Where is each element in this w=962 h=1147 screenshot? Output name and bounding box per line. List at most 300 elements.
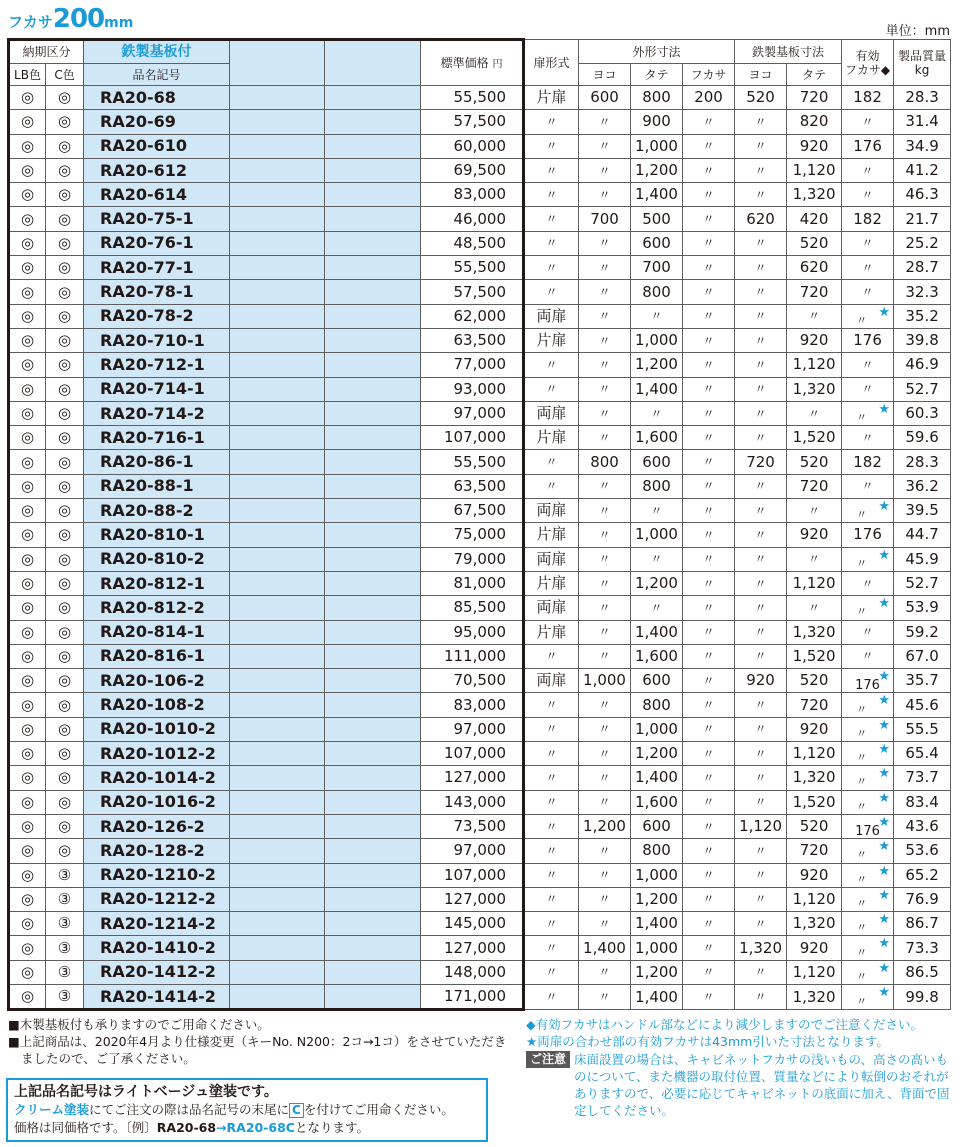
cell-weight: 31.4 [894,110,951,134]
cell-price: 57,500 [421,110,524,134]
cell-price: 63,500 [421,474,524,498]
cell-tate: 1,000 [631,523,683,547]
cell-tate: 500 [631,207,683,231]
example-code: RA20-68 [156,1120,217,1135]
cell-tate: 1,600 [631,426,683,450]
cell-tate: 1,000 [631,863,683,887]
cell-door: 〃 [524,960,579,984]
cell-price: 97,000 [421,717,524,741]
star-icon: ★ [878,936,891,952]
cell-base-yoko: 〃 [735,912,787,936]
cell-eff: $_〃$ ★ [842,693,894,717]
col-price: 標準価格 円 [421,40,524,86]
cell-lb: ◎ [9,134,46,158]
cell-eff: $_〃$ ★ [842,717,894,741]
cell-price: 81,000 [421,571,524,595]
cell-tate: 〃 [631,304,683,328]
cell-c: ◎ [46,523,84,547]
cell-yoko: 〃 [579,377,631,401]
cell-weight: 76.9 [894,887,951,911]
cell-weight: 65.4 [894,742,951,766]
cell-lb: ◎ [9,304,46,328]
cell-lb: ◎ [9,596,46,620]
cell-price: 171,000 [421,984,524,1009]
cell-base-tate: 620 [787,256,842,280]
cell-yoko: 1,000 [579,669,631,693]
table-row [9,620,951,644]
cell-blank-1 [230,936,325,960]
col-outer: 外形寸法 [579,40,735,64]
cell-base-yoko: 〃 [735,790,787,814]
cell-base-yoko: 〃 [735,766,787,790]
cell-lb: ◎ [9,717,46,741]
cell-c: ◎ [46,110,84,134]
cell-c: ③ [46,887,84,911]
cell-blank-2 [325,766,421,790]
cell-price: 77,000 [421,353,524,377]
cell-door: 〃 [524,644,579,668]
paint-note-line3: 価格は同価格です。〔例〕RA20-68→RA20-68Cとなります。 [14,1120,369,1135]
cell-eff: 〃 [842,353,894,377]
cell-yoko: 〃 [579,887,631,911]
cell-eff: $_〃$ ★ [842,547,894,571]
cell-tate: 1,400 [631,620,683,644]
note-spec-change: ■上記商品は、2020年4月より仕様変更（キーNo. N200：2コ→1コ）をさせていただき [8,1034,507,1049]
cell-weight: 59.2 [894,620,951,644]
cell-lb: ◎ [9,86,46,110]
cell-c: ◎ [46,256,84,280]
cell-lb: ◎ [9,669,46,693]
cell-yoko: 〃 [579,644,631,668]
cell-eff: $_〃$ ★ [842,887,894,911]
cell-tate: 800 [631,280,683,304]
cell-yoko: 〃 [579,474,631,498]
cell-yoko: 〃 [579,742,631,766]
depth-value: 200 [52,4,105,34]
cell-base-tate: 920 [787,328,842,352]
cell-lb: ◎ [9,912,46,936]
cell-door: 〃 [524,863,579,887]
cell-c: ◎ [46,450,84,474]
cell-blank-1 [230,839,325,863]
cell-lb: ◎ [9,523,46,547]
cell-eff: $_〃$ ★ [842,936,894,960]
cell-base-yoko: 〃 [735,377,787,401]
cell-product-code: RA20-614 [84,183,230,207]
cell-yoko: 1,400 [579,936,631,960]
cell-base-tate: 1,120 [787,158,842,182]
cell-blank-1 [230,231,325,255]
cell-lb: ◎ [9,474,46,498]
cell-door: 両扉 [524,401,579,425]
note-double-door: ★両扉の合わせ部の有効フカサは43mm引いた寸法となります。 [526,1034,889,1049]
cell-product-code: RA20-812-1 [84,571,230,595]
cell-lb: ◎ [9,231,46,255]
cell-tate: 1,400 [631,912,683,936]
cell-blank-1 [230,426,325,450]
cell-price: 111,000 [421,644,524,668]
cell-yoko: 〃 [579,693,631,717]
cell-base-yoko: 1,120 [735,814,787,838]
cell-door: 〃 [524,134,579,158]
cell-lb: ◎ [9,742,46,766]
table-row [9,353,951,377]
cell-c: ③ [46,863,84,887]
cell-weight: 52.7 [894,571,951,595]
cell-lb: ◎ [9,814,46,838]
cell-tate: 1,400 [631,183,683,207]
cell-blank-2 [325,984,421,1009]
star-icon: ★ [878,669,891,685]
cell-c: ◎ [46,328,84,352]
cell-price: 46,000 [421,207,524,231]
cell-lb: ◎ [9,936,46,960]
cell-lb: ◎ [9,280,46,304]
caution-tag: ご注意 [526,1051,570,1068]
cell-price: 127,000 [421,936,524,960]
cell-price: 97,000 [421,401,524,425]
paint-note-line2: クリーム塗装にてご注文の際は品名記号の末尾に C を付けてご用命ください。 [14,1102,454,1117]
cell-base-tate: 920 [787,717,842,741]
cell-tate: 700 [631,256,683,280]
cell-blank-2 [325,620,421,644]
cell-blank-2 [325,426,421,450]
cell-eff: $_〃$ ★ [842,766,894,790]
cell-tate: 1,000 [631,717,683,741]
cell-blank-2 [325,158,421,182]
cell-blank-1 [230,86,325,110]
cell-base-tate: 〃 [787,596,842,620]
cell-eff: 〃 [842,280,894,304]
cell-price: 55,500 [421,450,524,474]
cell-c: ◎ [46,134,84,158]
cell-blank-2 [325,328,421,352]
cell-weight: 83.4 [894,790,951,814]
cell-eff: 182 [842,450,894,474]
cell-fukasa: 〃 [683,571,735,595]
cell-base-tate: 820 [787,110,842,134]
cell-weight: 53.9 [894,596,951,620]
cell-tate: 1,000 [631,328,683,352]
cell-base-yoko: 720 [735,450,787,474]
cell-blank-2 [325,571,421,595]
cell-tate: 600 [631,814,683,838]
star-icon: ★ [878,766,891,782]
cell-base-yoko: 〃 [735,499,787,523]
cell-door: 〃 [524,693,579,717]
cell-door: 〃 [524,280,579,304]
cell-blank-1 [230,887,325,911]
cell-base-yoko: 〃 [735,474,787,498]
cell-fukasa: 〃 [683,936,735,960]
cell-price: 79,000 [421,547,524,571]
cell-product-code: RA20-716-1 [84,426,230,450]
cell-price: 83,000 [421,183,524,207]
cell-eff: 176 ★ [842,669,894,693]
cell-weight: 25.2 [894,231,951,255]
cell-price: 63,500 [421,328,524,352]
cell-blank-1 [230,644,325,668]
cell-lb: ◎ [9,620,46,644]
cell-eff: 182 [842,207,894,231]
cell-c: ◎ [46,353,84,377]
cell-base-tate: 1,120 [787,742,842,766]
cell-blank-1 [230,158,325,182]
cell-price: 57,500 [421,280,524,304]
cell-door: 〃 [524,717,579,741]
cell-blank-1 [230,304,325,328]
cell-weight: 59.6 [894,426,951,450]
cell-c: ◎ [46,86,84,110]
cell-base-yoko: 〃 [735,231,787,255]
cell-price: 69,500 [421,158,524,182]
cell-eff: 〃 [842,474,894,498]
cell-yoko: 〃 [579,158,631,182]
cell-lb: ◎ [9,960,46,984]
cell-base-yoko: 〃 [735,328,787,352]
cell-eff: $_〃$ ★ [842,839,894,863]
cell-base-yoko: 520 [735,86,787,110]
cell-base-yoko: 〃 [735,984,787,1009]
cell-c: ③ [46,984,84,1009]
col-product-code: 品名記号 [84,64,230,86]
note-effective-depth: ◆有効フカサはハンドル部などにより減少しますのでご注意ください。 [526,1017,923,1032]
cell-blank-2 [325,863,421,887]
cell-product-code: RA20-106-2 [84,669,230,693]
cell-door: 片扉 [524,620,579,644]
cell-eff: $_〃$ ★ [842,742,894,766]
table-row [9,86,951,110]
cell-product-code: RA20-1210-2 [84,863,230,887]
cell-eff: 〃 [842,644,894,668]
cell-fukasa: 〃 [683,620,735,644]
star-icon: ★ [878,596,891,612]
cell-blank-1 [230,353,325,377]
star-icon: ★ [878,960,891,976]
cell-tate: 〃 [631,596,683,620]
cell-tate: 〃 [631,401,683,425]
depth-label: フカサ [8,13,53,31]
star-icon: ★ [878,742,891,758]
cell-base-tate: 1,320 [787,377,842,401]
cell-tate: 600 [631,669,683,693]
cell-yoko: 〃 [579,110,631,134]
cell-lb: ◎ [9,984,46,1009]
cell-eff: $_〃$ ★ [842,960,894,984]
cell-price: 67,500 [421,499,524,523]
cell-blank-1 [230,280,325,304]
cell-price: 148,000 [421,960,524,984]
table-row [9,596,951,620]
star-icon: ★ [878,693,891,709]
table-row [9,863,951,887]
cell-yoko: 〃 [579,328,631,352]
col-blank-2 [325,40,421,86]
cell-base-tate: 720 [787,86,842,110]
cell-eff: 182 [842,86,894,110]
cell-yoko: 〃 [579,717,631,741]
cell-tate: 1,200 [631,887,683,911]
cell-tate: 1,200 [631,960,683,984]
cell-door: 〃 [524,790,579,814]
cell-fukasa: 〃 [683,863,735,887]
cell-c: ◎ [46,304,84,328]
cell-product-code: RA20-710-1 [84,328,230,352]
star-icon: ★ [878,790,891,806]
cell-fukasa: 〃 [683,644,735,668]
cell-fukasa: 〃 [683,499,735,523]
cell-product-code: RA20-69 [84,110,230,134]
caution-text: 床面設置の場合は、キャビネットフカサの浅いもの、高さの高いものについて、また機器の取付位置、質量などにより転倒のおそれがありますので、必要に応じてキャビネットの底面に加え、背面で固定してください。 [574,1052,950,1118]
cell-fukasa: 〃 [683,353,735,377]
cell-fukasa: 〃 [683,134,735,158]
cell-fukasa: 〃 [683,547,735,571]
cell-base-yoko: 〃 [735,183,787,207]
cell-fukasa: 〃 [683,596,735,620]
table-row [9,717,951,741]
table-row [9,912,951,936]
cell-eff: 〃 [842,426,894,450]
cell-price: 62,000 [421,304,524,328]
table-row [9,256,951,280]
cell-blank-1 [230,134,325,158]
cell-fukasa: 〃 [683,231,735,255]
cell-product-code: RA20-1010-2 [84,717,230,741]
cell-tate: 〃 [631,499,683,523]
cell-product-code: RA20-75-1 [84,207,230,231]
cell-base-tate: 720 [787,280,842,304]
cell-blank-1 [230,596,325,620]
star-icon: ★ [878,863,891,879]
cell-tate: 1,000 [631,134,683,158]
cell-door: 片扉 [524,571,579,595]
cell-base-yoko: 〃 [735,426,787,450]
cell-base-tate: 1,520 [787,644,842,668]
cell-blank-2 [325,790,421,814]
cell-tate: 1,600 [631,644,683,668]
cell-product-code: RA20-128-2 [84,839,230,863]
table-row [9,401,951,425]
cell-product-code: RA20-812-2 [84,596,230,620]
cell-base-tate: 520 [787,450,842,474]
cell-base-yoko: 〃 [735,523,787,547]
table-row [9,499,951,523]
cell-eff: 〃 [842,620,894,644]
cell-door: 両扉 [524,304,579,328]
cell-door: 片扉 [524,328,579,352]
cell-door: 〃 [524,353,579,377]
cell-door: 〃 [524,207,579,231]
cell-blank-2 [325,523,421,547]
unit-note: 単位：mm [885,24,950,39]
cell-tate: 800 [631,86,683,110]
cell-product-code: RA20-1410-2 [84,936,230,960]
cell-product-code: RA20-78-2 [84,304,230,328]
cell-blank-1 [230,693,325,717]
cell-price: 107,000 [421,863,524,887]
cell-blank-1 [230,183,325,207]
example-code-c: RA20-68C [226,1120,295,1135]
paint-note-title: 上記品名記号はライトベージュ塗装です。 [14,1084,278,1100]
cell-fukasa: 〃 [683,960,735,984]
table-row [9,984,951,1009]
cell-fukasa: 〃 [683,693,735,717]
cell-weight: 39.5 [894,499,951,523]
cell-fukasa: 〃 [683,207,735,231]
cell-base-tate: 1,320 [787,912,842,936]
cell-base-yoko: 〃 [735,620,787,644]
cell-yoko: 〃 [579,304,631,328]
table-row [9,644,951,668]
cell-yoko: 〃 [579,231,631,255]
table-row [9,207,951,231]
cell-base-tate: 720 [787,474,842,498]
cell-fukasa: 〃 [683,426,735,450]
c-suffix-mark: C [289,1103,304,1118]
cell-price: 70,500 [421,669,524,693]
cell-lb: ◎ [9,207,46,231]
cell-yoko: 〃 [579,912,631,936]
cell-blank-1 [230,401,325,425]
cell-price: 60,000 [421,134,524,158]
cell-price: 75,000 [421,523,524,547]
cell-price: 55,500 [421,256,524,280]
cell-eff: $_〃$ ★ [842,401,894,425]
cell-fukasa: 〃 [683,401,735,425]
cell-c: ③ [46,912,84,936]
cell-weight: 65.2 [894,863,951,887]
cell-fukasa: 〃 [683,523,735,547]
paint-note-box [6,1078,488,1142]
cell-base-tate: 720 [787,839,842,863]
cell-door: 〃 [524,158,579,182]
cell-lb: ◎ [9,256,46,280]
cell-base-yoko: 〃 [735,742,787,766]
cell-c: ◎ [46,426,84,450]
cell-lb: ◎ [9,863,46,887]
table-row [9,474,951,498]
cell-blank-2 [325,499,421,523]
cell-eff: $_〃$ ★ [842,984,894,1009]
cell-door: 〃 [524,814,579,838]
star-icon: ★ [878,839,891,855]
cream-paint: クリーム塗装 [14,1102,90,1117]
cell-c: ◎ [46,158,84,182]
cell-product-code: RA20-88-1 [84,474,230,498]
cell-door: 〃 [524,377,579,401]
table-row [9,280,951,304]
cell-price: 55,500 [421,86,524,110]
star-icon: ★ [878,887,891,903]
cell-base-yoko: 〃 [735,887,787,911]
cell-fukasa: 〃 [683,377,735,401]
cell-tate: 1,200 [631,571,683,595]
cell-price: 127,000 [421,766,524,790]
cell-base-yoko: 〃 [735,401,787,425]
cell-fukasa: 〃 [683,110,735,134]
cell-tate: 900 [631,110,683,134]
cell-yoko: 700 [579,207,631,231]
cell-base-tate: 920 [787,936,842,960]
cell-fukasa: 〃 [683,474,735,498]
cell-base-yoko: 〃 [735,353,787,377]
cell-lb: ◎ [9,183,46,207]
cell-product-code: RA20-1412-2 [84,960,230,984]
cell-weight: 34.9 [894,134,951,158]
col-weight: 製品質量 kg [894,40,951,86]
cell-base-yoko: 〃 [735,256,787,280]
cell-lb: ◎ [9,401,46,425]
